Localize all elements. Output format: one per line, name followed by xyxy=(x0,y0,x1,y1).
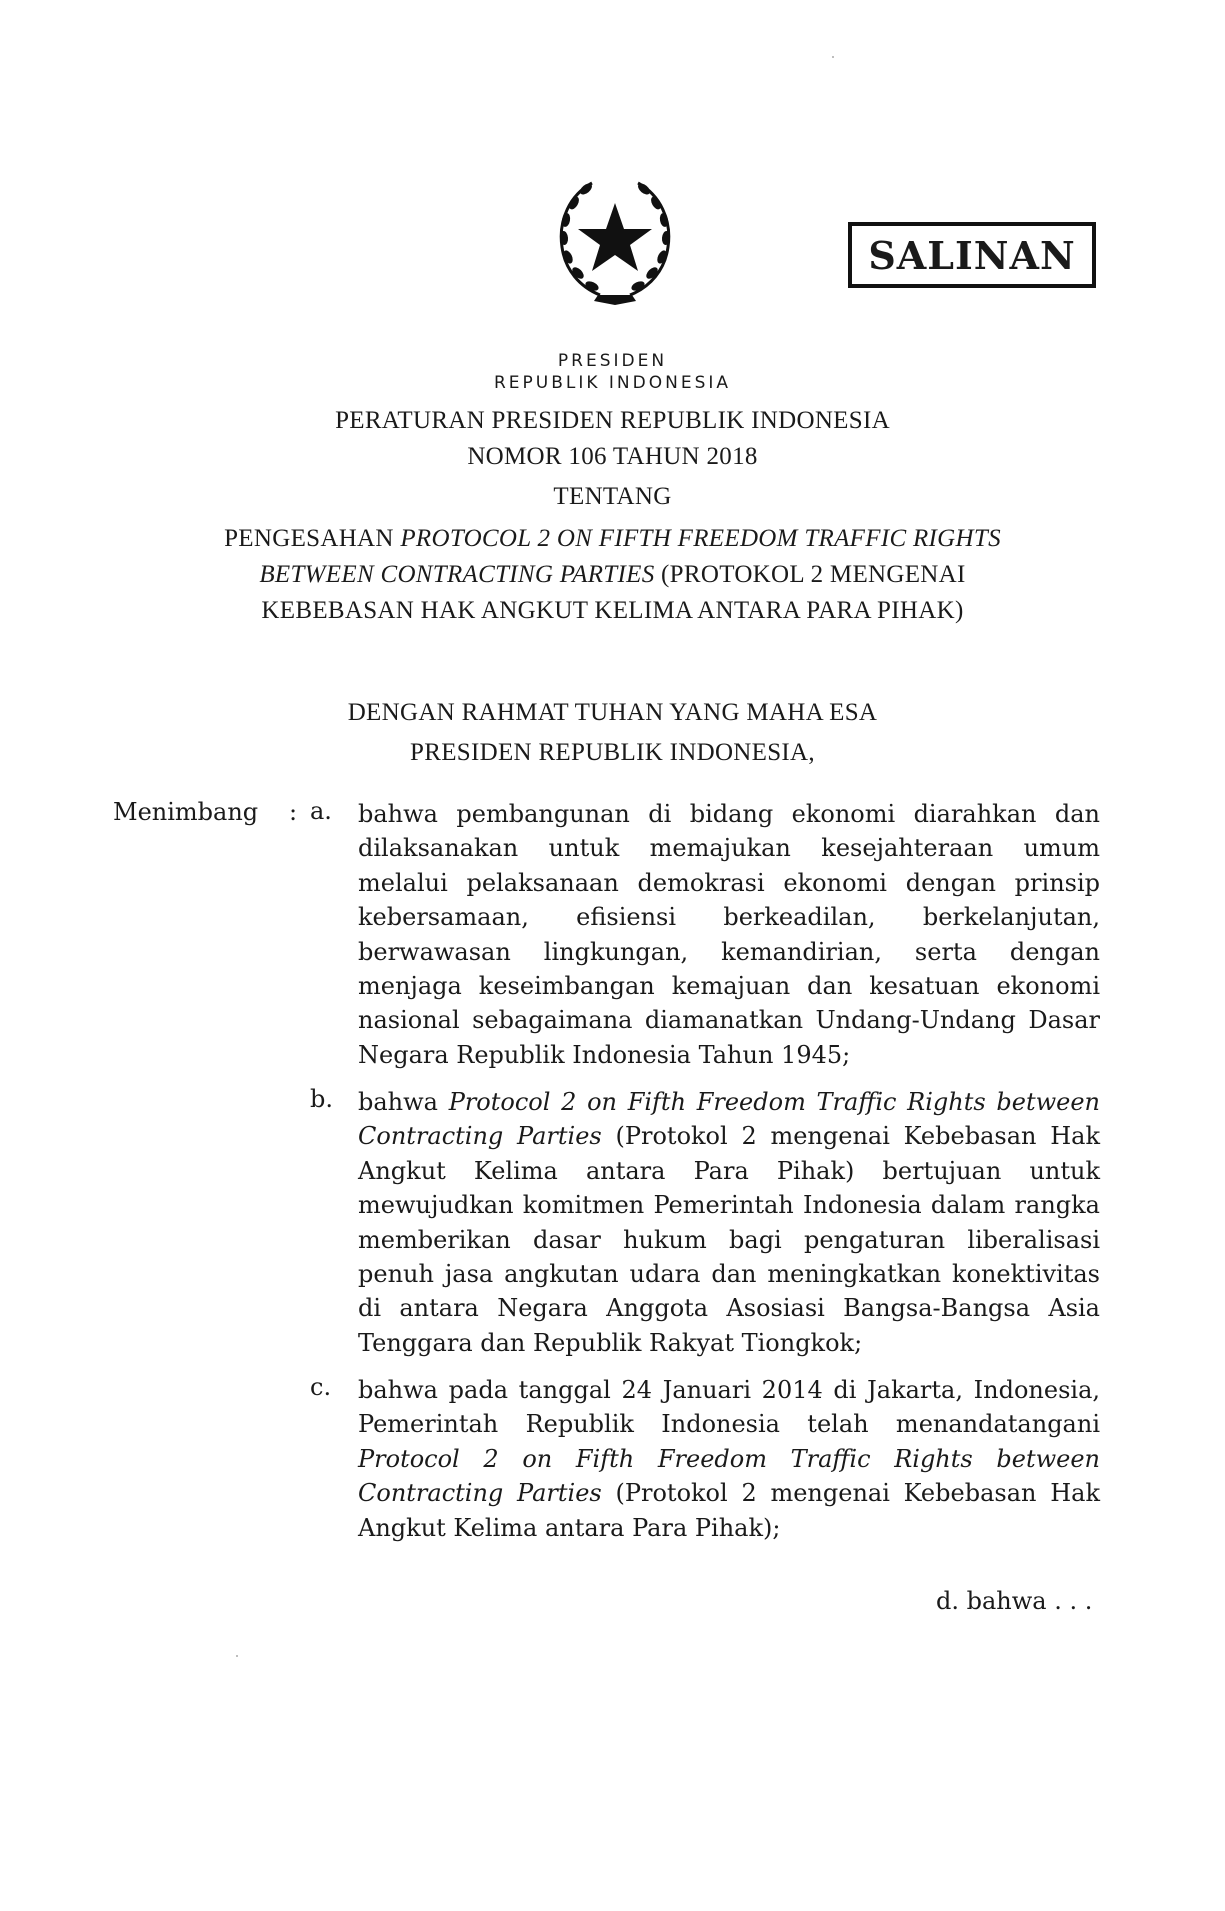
regulation-title: PERATURAN PRESIDEN REPUBLIK INDONESIA xyxy=(335,407,890,434)
subject-line-2-italic: BETWEEN CONTRACTING PARTIES xyxy=(259,561,655,588)
regulation-subject xyxy=(0,521,1225,629)
item-letter: a. xyxy=(310,797,332,825)
regulation-tentang: TENTANG xyxy=(553,483,672,510)
considering-label: Menimbang xyxy=(113,798,259,826)
preamble-line-2: PRESIDEN REPUBLIK INDONESIA, xyxy=(410,739,815,766)
subject-line-1-prefix: PENGESAHAN xyxy=(224,525,401,552)
subject-line-2-suffix: (PROTOKOL 2 MENGENAI xyxy=(654,561,966,588)
salinan-stamp: SALINAN xyxy=(848,222,1096,288)
item-text: bahwa pembangunan di bidang ekonomi diarahkan dan dilaksanakan untuk memajukan kesejahteraan umum melalui pelaksanaan demokrasi ekonomi dengan prinsip kebersamaan, efisiensi berkeadilan, berkelanjutan, berwawasan lingkungan, kemandirian, serta dengan menjaga keseimbangan kemajuan dan kesatuan ekonomi nasional sebagaimana diamanatkan Undang-Undang Dasar Negara Republik Indonesia Tahun 1945; xyxy=(358,800,1100,1069)
considering-colon: : xyxy=(289,798,298,826)
item-letter: c. xyxy=(310,1373,332,1401)
preamble xyxy=(0,693,1225,773)
item-text-italic: Protocol 2 on Fifth Freedom Traffic Rights between Contracting Parties xyxy=(358,1088,1100,1151)
regulation-number: NOMOR 106 TAHUN 2018 xyxy=(467,443,758,470)
subject-line-3: KEBEBASAN HAK ANGKUT KELIMA ANTARA PARA PIHAK) xyxy=(261,597,964,624)
continuation-footer: d. bahwa . . . xyxy=(936,1587,1093,1615)
item-text-pre: bahwa pada tanggal 24 Januari 2014 di Jakarta, Indonesia, Pemerintah Republik Indonesia telah menandatangani xyxy=(358,1376,1100,1439)
letterhead-line-2: REPUBLIK INDONESIA xyxy=(493,373,732,393)
item-text-post: (Protokol 2 mengenai Kebebasan Hak Angkut Kelima antara Para Pihak) bertujuan untuk mewujudkan komitmen Pemerintah Indonesia dalam rangka memberikan dasar hukum bagi pengaturan liberalisasi penuh jasa angkutan udara dan meningkatkan konektivitas di antara Negara Anggota Asosiasi Bangsa-Bangsa Asia Tenggara dan Republik Rakyat Tiongkok; xyxy=(358,1122,1100,1357)
presidential-emblem-icon xyxy=(540,165,690,315)
item-text-post: (Protokol 2 mengenai Kebebasan Hak Angkut Kelima antara Para Pihak); xyxy=(358,1479,1100,1542)
item-text xyxy=(358,1085,1100,1360)
item-text-italic: Protocol 2 on Fifth Freedom Traffic Rights between Contracting Parties xyxy=(358,1444,1100,1508)
item-letter: b. xyxy=(310,1085,333,1113)
subject-line-1-italic: PROTOCOL 2 ON FIFTH FREEDOM TRAFFIC RIGHTS xyxy=(400,525,1001,552)
letterhead-line-1: PRESIDEN xyxy=(557,351,668,371)
preamble-line-1: DENGAN RAHMAT TUHAN YANG MAHA ESA xyxy=(347,699,878,726)
item-text xyxy=(358,1373,1100,1545)
item-text-pre: bahwa xyxy=(358,1088,449,1116)
scan-speck xyxy=(236,1655,238,1657)
scan-speck xyxy=(832,56,834,58)
